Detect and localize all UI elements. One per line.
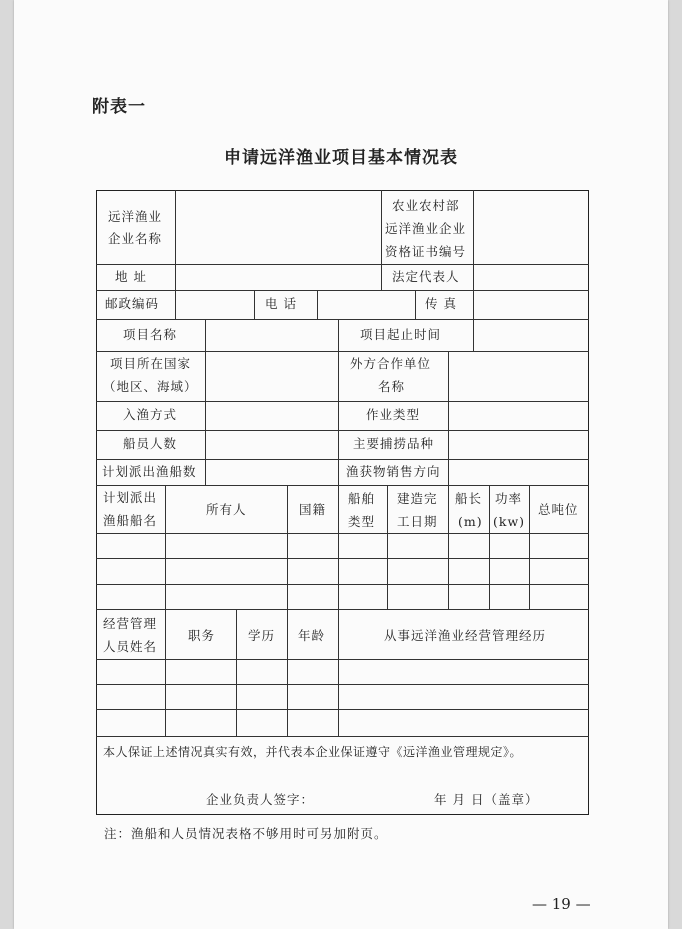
cert-no-label: 远洋渔业企业 bbox=[385, 221, 467, 236]
legal-rep-field[interactable] bbox=[475, 265, 588, 289]
col-divider bbox=[381, 190, 382, 290]
row-divider bbox=[96, 485, 589, 486]
planned-vessels-field[interactable] bbox=[207, 460, 337, 484]
date-stamp-label: 年 月 日（盖章） bbox=[434, 792, 539, 807]
project-period-field[interactable] bbox=[475, 320, 588, 350]
col-divider bbox=[254, 290, 255, 319]
col-divider bbox=[205, 351, 206, 485]
cert-no-label: 资格证书编号 bbox=[385, 244, 467, 259]
company-name-label: 远洋渔业 bbox=[108, 209, 163, 224]
signature-label: 企业负责人签字： bbox=[206, 792, 315, 807]
vessel-header-length: 船长 bbox=[455, 491, 483, 506]
signature-field[interactable] bbox=[310, 789, 420, 811]
vessel-header-type: 类型 bbox=[348, 514, 376, 529]
form-title: 申请远洋渔业项目基本情况表 bbox=[224, 148, 458, 168]
row-divider bbox=[96, 609, 589, 610]
staff-header-experience: 从事远洋渔业经营管理经历 bbox=[384, 628, 547, 643]
appendix-label: 附表一 bbox=[92, 97, 146, 117]
vessel-row[interactable] bbox=[97, 585, 588, 608]
footnote: 注：渔船和人员情况表格不够用时可另加附页。 bbox=[104, 826, 388, 841]
address-label: 地 址 bbox=[115, 269, 147, 284]
project-country-field[interactable] bbox=[207, 352, 337, 400]
cert-no-field[interactable] bbox=[475, 191, 588, 263]
fax-label: 传 真 bbox=[425, 296, 457, 311]
foreign-partner-label: 名称 bbox=[378, 379, 406, 394]
sales-direction-field[interactable] bbox=[450, 460, 588, 484]
project-country-label: （地区、海域） bbox=[103, 379, 198, 394]
vessel-header-type: 船舶 bbox=[348, 491, 376, 506]
project-name-field[interactable] bbox=[207, 320, 337, 350]
col-divider bbox=[415, 290, 416, 319]
col-divider bbox=[473, 319, 474, 351]
vessel-header-name: 计划派出 bbox=[103, 490, 158, 505]
company-name-field[interactable] bbox=[177, 191, 380, 263]
vessel-header-name: 渔船船名 bbox=[103, 513, 158, 528]
cert-no-label: 农业农村部 bbox=[392, 198, 460, 213]
col-divider bbox=[473, 190, 474, 290]
project-country-label: 项目所在国家 bbox=[110, 356, 192, 371]
staff-row[interactable] bbox=[97, 710, 588, 735]
vessel-header-owner: 所有人 bbox=[206, 502, 247, 517]
crew-count-field[interactable] bbox=[207, 431, 337, 458]
staff-header-name: 人员姓名 bbox=[103, 639, 158, 654]
phone-label: 电 话 bbox=[265, 296, 297, 311]
col-divider bbox=[317, 290, 318, 319]
col-divider bbox=[175, 290, 176, 319]
vessel-header-tonnage: 总吨位 bbox=[538, 502, 579, 517]
sales-direction-label: 渔获物销售方向 bbox=[346, 464, 441, 479]
vessel-header-nationality: 国籍 bbox=[299, 502, 327, 517]
main-species-label: 主要捕捞品种 bbox=[353, 436, 435, 451]
postcode-field[interactable] bbox=[177, 291, 253, 318]
operation-type-label: 作业类型 bbox=[366, 407, 421, 422]
phone-field[interactable] bbox=[319, 291, 414, 318]
vessel-header-power: (kw) bbox=[493, 514, 526, 529]
operation-type-field[interactable] bbox=[450, 402, 588, 429]
company-name-label: 企业名称 bbox=[108, 231, 163, 246]
col-divider bbox=[448, 351, 449, 485]
fishing-access-field[interactable] bbox=[207, 402, 337, 429]
staff-header-position: 职务 bbox=[188, 628, 216, 643]
vessel-header-length: (m) bbox=[458, 514, 483, 529]
col-divider bbox=[473, 290, 474, 319]
vessel-header-power: 功率 bbox=[495, 491, 523, 506]
project-period-label: 项目起止时间 bbox=[360, 327, 442, 342]
fax-field[interactable] bbox=[475, 291, 588, 318]
vessel-row[interactable] bbox=[97, 534, 588, 557]
project-name-label: 项目名称 bbox=[123, 327, 178, 342]
declaration-text: 本人保证上述情况真实有效，并代表本企业保证遵守《远洋渔业管理规定》。 bbox=[103, 745, 523, 759]
legal-rep-label: 法定代表人 bbox=[392, 269, 460, 284]
postcode-label: 邮政编码 bbox=[105, 296, 160, 311]
planned-vessels-label: 计划派出渔船数 bbox=[102, 464, 197, 479]
fishing-access-label: 入渔方式 bbox=[123, 407, 178, 422]
staff-row[interactable] bbox=[97, 685, 588, 708]
vessel-row[interactable] bbox=[97, 559, 588, 583]
vessel-header-build-date: 建造完 bbox=[397, 491, 438, 506]
crew-count-label: 船员人数 bbox=[123, 436, 178, 451]
staff-header-education: 学历 bbox=[248, 628, 276, 643]
main-species-field[interactable] bbox=[450, 431, 588, 458]
staff-header-age: 年龄 bbox=[298, 628, 326, 643]
vessel-header-build-date: 工日期 bbox=[397, 514, 438, 529]
col-divider bbox=[175, 264, 176, 290]
row-divider bbox=[96, 736, 589, 737]
col-divider bbox=[205, 319, 206, 351]
col-divider bbox=[175, 190, 176, 264]
foreign-partner-label: 外方合作单位 bbox=[350, 356, 432, 371]
staff-header-name: 经营管理 bbox=[103, 616, 158, 631]
foreign-partner-field[interactable] bbox=[450, 352, 588, 400]
col-divider bbox=[338, 351, 339, 485]
staff-row[interactable] bbox=[97, 660, 588, 683]
address-field[interactable] bbox=[177, 265, 380, 289]
col-divider bbox=[338, 319, 339, 351]
page-number: — 19 — bbox=[532, 895, 591, 913]
